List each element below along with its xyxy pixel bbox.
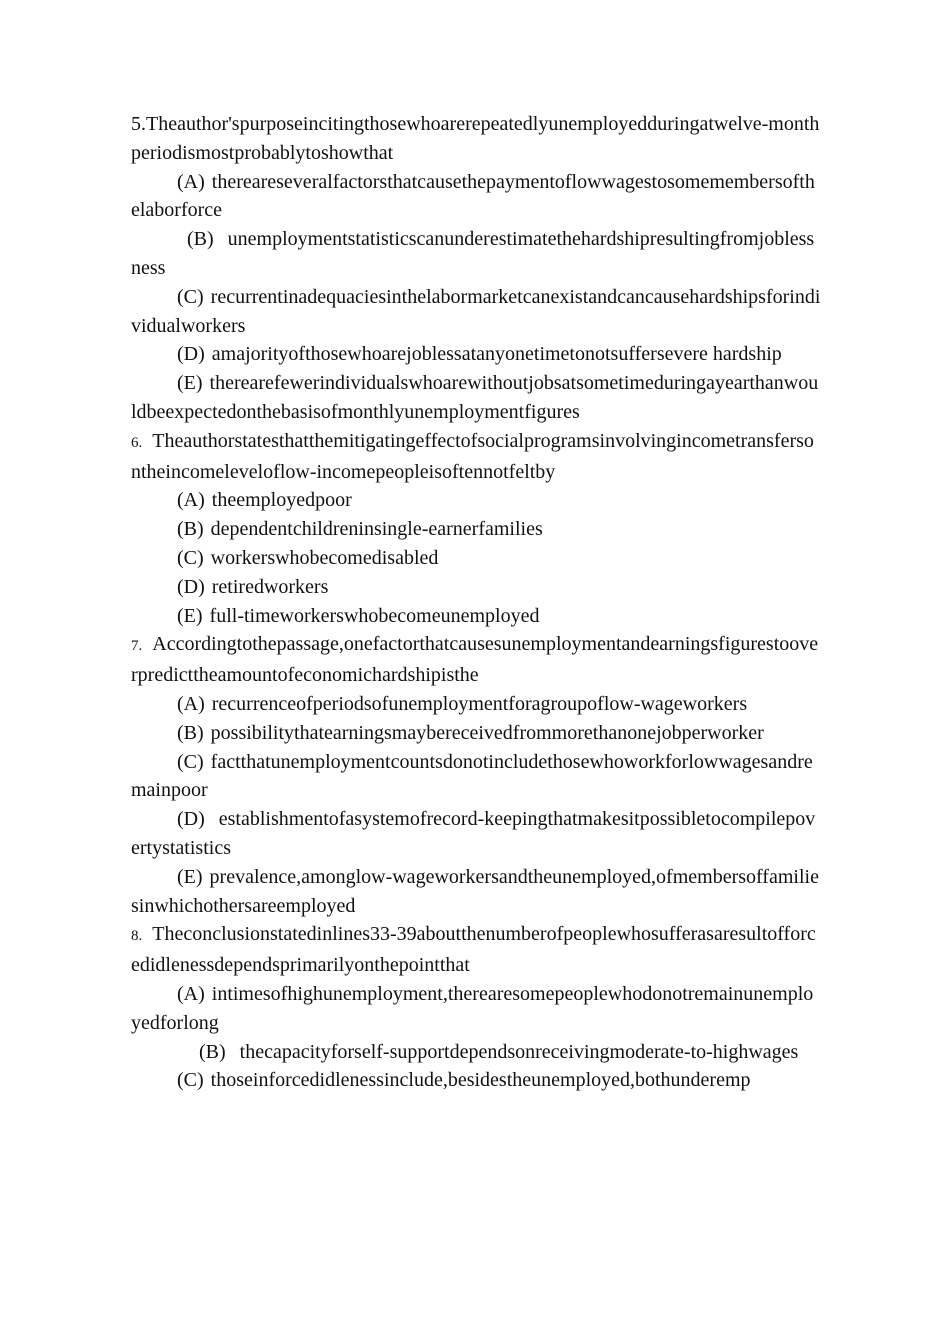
question-text: Theauthor'spurposeincitingthosewhoarerepeatedlyunemployedduringatwelve-monthperiodismostprobablytoshowthat	[131, 113, 820, 164]
answer-option	[131, 573, 823, 602]
option-text: thecapacityforself-supportdependsonreceivingmoderate-to-highwages	[239, 1040, 799, 1063]
option-text: therearefewerindividualswhoarewithoutjobsatsometimeduringayearthanwouldbeexpectedonthebasisofmonthlyunemploymentfigures	[131, 372, 819, 423]
option-letter: (C)	[177, 285, 204, 308]
option-text: workerswhobecomedisabled	[210, 546, 439, 569]
question-number: 8.	[131, 928, 143, 945]
question-number: 5.	[131, 113, 146, 135]
option-text: recurrenceofperiodsofunemploymentforagroupoflow-wageworkers	[211, 692, 748, 715]
question-5	[131, 110, 823, 427]
answer-option	[131, 1038, 823, 1067]
answer-option	[131, 980, 823, 1038]
question-number: 7.	[131, 638, 143, 655]
answer-option	[131, 602, 823, 631]
question-stem	[131, 427, 823, 487]
question-6	[131, 427, 823, 631]
option-letter: (A)	[177, 489, 205, 512]
question-8	[131, 920, 823, 1095]
question-stem	[131, 920, 823, 980]
answer-option	[131, 805, 823, 863]
answer-option	[131, 369, 823, 427]
option-text: full-timeworkerswhobecomeunemployed	[209, 604, 540, 627]
option-letter: (E)	[177, 865, 203, 888]
answer-option	[131, 225, 823, 283]
answer-option	[131, 283, 823, 341]
question-text: Theauthorstatesthatthemitigatingeffectofsocialprogramsinvolvingincometransfersontheincomeleveloflow-incomepeopleisoftennotfeltby	[131, 429, 814, 483]
option-text: amajorityofthosewhoarejoblessatanyonetimetonotsuffersevere hardship	[211, 343, 782, 366]
option-letter: (A)	[177, 982, 205, 1005]
option-text: prevalence,amonglow-wageworkersandtheunemployed,ofmembersoffamiliesinwhichothersareemployed	[131, 865, 819, 917]
option-text: possibilitythatearningsmaybereceivedfrommorethanonejobperworker	[210, 721, 764, 744]
option-text: retiredworkers	[211, 575, 329, 598]
question-stem	[131, 630, 823, 690]
option-letter: (C)	[177, 546, 204, 569]
question-stem	[131, 110, 823, 168]
question-text: Accordingtothepassage,onefactorthatcausesunemploymentandearningsfigurestooverpredicttheamountofeconomichardshipisthe	[131, 633, 819, 687]
answer-option	[131, 1066, 823, 1095]
answer-option	[131, 168, 823, 226]
option-text: unemploymentstatisticscanunderestimatethehardshipresultingfromjoblessness	[131, 228, 815, 279]
answer-option	[131, 748, 823, 806]
option-text: thoseinforcedidlenessinclude,besidestheunemployed,bothunderemp	[210, 1069, 751, 1092]
option-letter: (B)	[187, 228, 214, 251]
option-letter: (E)	[177, 604, 203, 627]
answer-option	[131, 690, 823, 719]
answer-option	[131, 719, 823, 748]
option-letter: (C)	[177, 1069, 204, 1092]
option-text: recurrentinadequaciesinthelabormarketcanexistandcancausehardshipsforindividualworkers	[131, 285, 821, 337]
option-letter: (B)	[199, 1040, 226, 1063]
question-7	[131, 630, 823, 920]
option-letter: (D)	[177, 575, 205, 598]
answer-option	[131, 544, 823, 573]
question-number: 6.	[131, 434, 143, 451]
option-letter: (B)	[177, 518, 204, 541]
option-letter: (B)	[177, 721, 204, 744]
answer-option	[131, 486, 823, 515]
option-text: intimesofhighunemployment,therearesomepeoplewhodonotremainunemployedforlong	[131, 982, 814, 1034]
question-text: Theconclusionstatedinlines33-39aboutthenumberofpeoplewhosufferasaresultofforcedidlenessdependsprimarilyonthepointthat	[131, 923, 816, 977]
answer-option	[131, 340, 823, 369]
document-page	[131, 110, 823, 1095]
option-text: factthatunemploymentcountsdonotincludethosewhoworkforlowwagesandremainpoor	[131, 750, 813, 802]
option-letter: (D)	[177, 808, 205, 831]
option-letter: (C)	[177, 750, 204, 773]
option-text: establishmentofasystemofrecord-keepingthatmakesitpossibletocompilepovertystatistics	[131, 808, 816, 859]
option-text: theemployedpoor	[211, 489, 352, 512]
option-letter: (E)	[177, 372, 203, 395]
answer-option	[131, 863, 823, 921]
answer-option	[131, 515, 823, 544]
option-letter: (D)	[177, 343, 205, 366]
option-letter: (A)	[177, 692, 205, 715]
option-text: dependentchildreninsingle-earnerfamilies	[210, 518, 543, 541]
option-letter: (A)	[177, 170, 205, 193]
option-text: thereareseveralfactorsthatcausethepaymentoflowwagestosomemembersofthelaborforce	[131, 170, 815, 222]
